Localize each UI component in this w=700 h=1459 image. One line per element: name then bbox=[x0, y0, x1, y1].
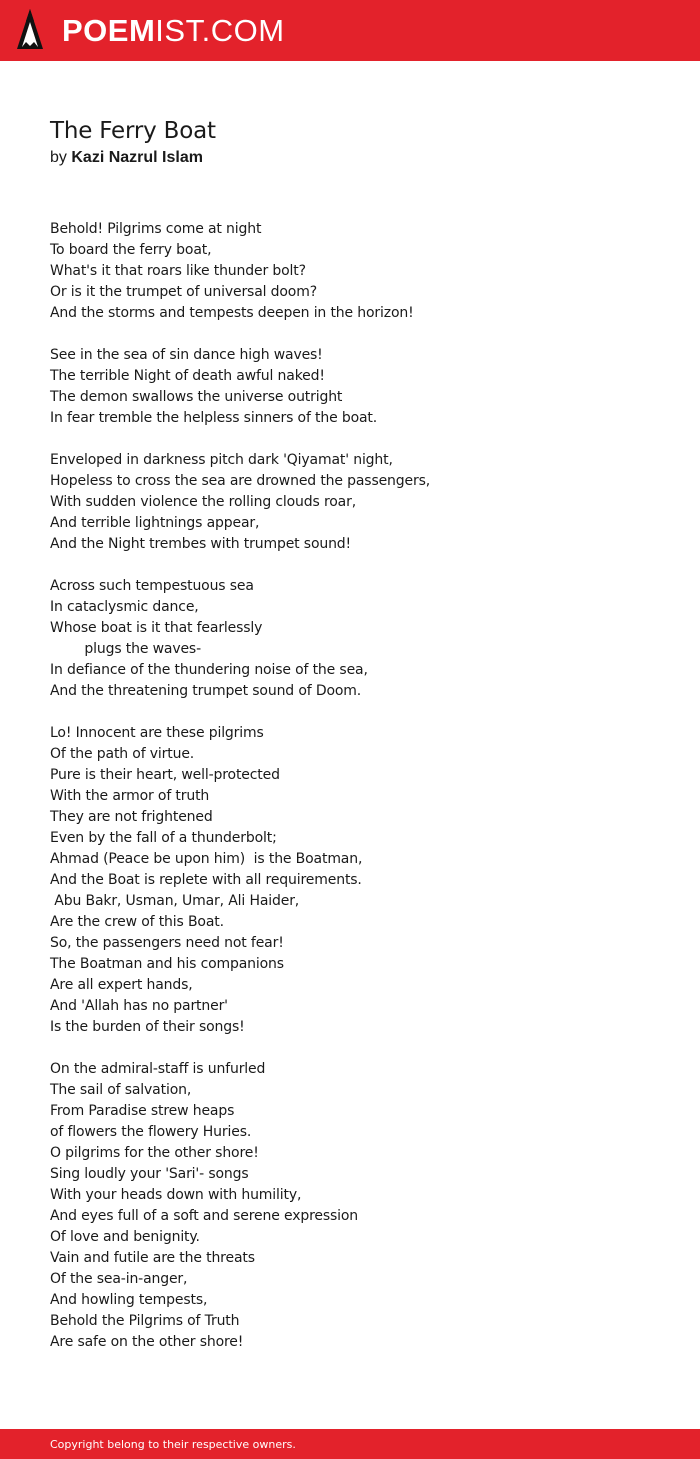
poem-stanza bbox=[50, 723, 670, 1038]
poem-line: Hopeless to cross the sea are drowned the passengers, bbox=[50, 473, 431, 489]
poem-line: With the armor of truth bbox=[50, 788, 210, 804]
poem-stanza bbox=[50, 219, 670, 324]
poem-line: And 'Allah has no partner' bbox=[50, 998, 228, 1014]
poem-line: So, the passengers need not fear! bbox=[50, 935, 284, 951]
poem-line: And terrible lightnings appear, bbox=[50, 515, 260, 531]
poem-line: With your heads down with humility, bbox=[50, 1187, 302, 1203]
byline bbox=[50, 148, 216, 168]
poem-line: Ahmad (Peace be upon him) is the Boatman, bbox=[50, 851, 363, 867]
poem-stanza bbox=[50, 1059, 670, 1353]
poem-line: Are the crew of this Boat. bbox=[50, 914, 224, 930]
poem-stanza bbox=[50, 450, 670, 555]
poem-stanza bbox=[50, 576, 670, 702]
poem-line: Even by the fall of a thunderbolt; bbox=[50, 830, 277, 846]
poem-line: Of the sea-in-anger, bbox=[50, 1271, 188, 1287]
poem-line: In fear tremble the helpless sinners of the boat. bbox=[50, 410, 378, 426]
poem-line: In cataclysmic dance, bbox=[50, 599, 199, 615]
site-header bbox=[0, 0, 700, 61]
poem-line: The terrible Night of death awful naked! bbox=[50, 368, 325, 384]
poem-line: Abu Bakr, Usman, Umar, Ali Haider, bbox=[50, 893, 300, 909]
poem-line: On the admiral-staff is unfurled bbox=[50, 1061, 266, 1077]
poem-line: They are not frightened bbox=[50, 809, 213, 825]
pencil-tip-icon[interactable] bbox=[17, 9, 43, 52]
poem-stanza bbox=[50, 345, 670, 429]
poem-line: Or is it the trumpet of universal doom? bbox=[50, 284, 317, 300]
site-logo-wordmark[interactable] bbox=[62, 11, 285, 51]
poem-line: Of love and benignity. bbox=[50, 1229, 200, 1245]
poem-line: And the storms and tempests deepen in the horizon! bbox=[50, 305, 414, 321]
poem-line: Pure is their heart, well-protected bbox=[50, 767, 280, 783]
poem-header bbox=[50, 117, 216, 168]
poem-line: Enveloped in darkness pitch dark 'Qiyamat' night, bbox=[50, 452, 393, 468]
poem-line: Are safe on the other shore! bbox=[50, 1334, 244, 1350]
poem-line: of flowers the flowery Huries. bbox=[50, 1124, 252, 1140]
poem-line: The demon swallows the universe outright bbox=[50, 389, 343, 405]
poem-line: With sudden violence the rolling clouds roar, bbox=[50, 494, 357, 510]
poem-line: Whose boat is it that fearlessly bbox=[50, 620, 263, 636]
poem-body bbox=[50, 219, 670, 1374]
poem-line: Are all expert hands, bbox=[50, 977, 193, 993]
poem-line: Lo! Innocent are these pilgrims bbox=[50, 725, 264, 741]
poem-line: To board the ferry boat, bbox=[50, 242, 212, 258]
poem-line: The Boatman and his companions bbox=[50, 956, 284, 972]
copyright-notice: Copyright belong to their respective owners. bbox=[50, 1437, 296, 1451]
poem-line: And the threatening trumpet sound of Doom. bbox=[50, 683, 362, 699]
poem-line: And howling tempests, bbox=[50, 1292, 208, 1308]
site-footer bbox=[0, 1429, 700, 1459]
poem-line: What's it that roars like thunder bolt? bbox=[50, 263, 306, 279]
poem-line: Across such tempestuous sea bbox=[50, 578, 254, 594]
poem-line: Behold the Pilgrims of Truth bbox=[50, 1313, 240, 1329]
poem-title: The Ferry Boat bbox=[50, 118, 216, 144]
poem-line: From Paradise strew heaps bbox=[50, 1103, 235, 1119]
poem-line: plugs the waves- bbox=[50, 641, 201, 657]
poem-line: O pilgrims for the other shore! bbox=[50, 1145, 259, 1161]
poem-line: And the Night trembes with trumpet sound! bbox=[50, 536, 352, 552]
poem-line: And eyes full of a soft and serene expression bbox=[50, 1208, 358, 1224]
poem-line: Is the burden of their songs! bbox=[50, 1019, 245, 1035]
poem-line: Behold! Pilgrims come at night bbox=[50, 221, 262, 237]
author-name: Kazi Nazrul Islam bbox=[71, 149, 203, 166]
poem-line: Of the path of virtue. bbox=[50, 746, 195, 762]
poem-line: In defiance of the thundering noise of the sea, bbox=[50, 662, 368, 678]
byline-prefix: by bbox=[50, 149, 67, 166]
poem-line: Sing loudly your 'Sari'- songs bbox=[50, 1166, 249, 1182]
poem-line: See in the sea of sin dance high waves! bbox=[50, 347, 323, 363]
poem-line: And the Boat is replete with all requirements. bbox=[50, 872, 362, 888]
poem-line: Vain and futile are the threats bbox=[50, 1250, 255, 1266]
logo-text-bold: POEM bbox=[62, 13, 156, 48]
poem-line: The sail of salvation, bbox=[50, 1082, 192, 1098]
logo-text-light: IST.COM bbox=[155, 13, 285, 48]
